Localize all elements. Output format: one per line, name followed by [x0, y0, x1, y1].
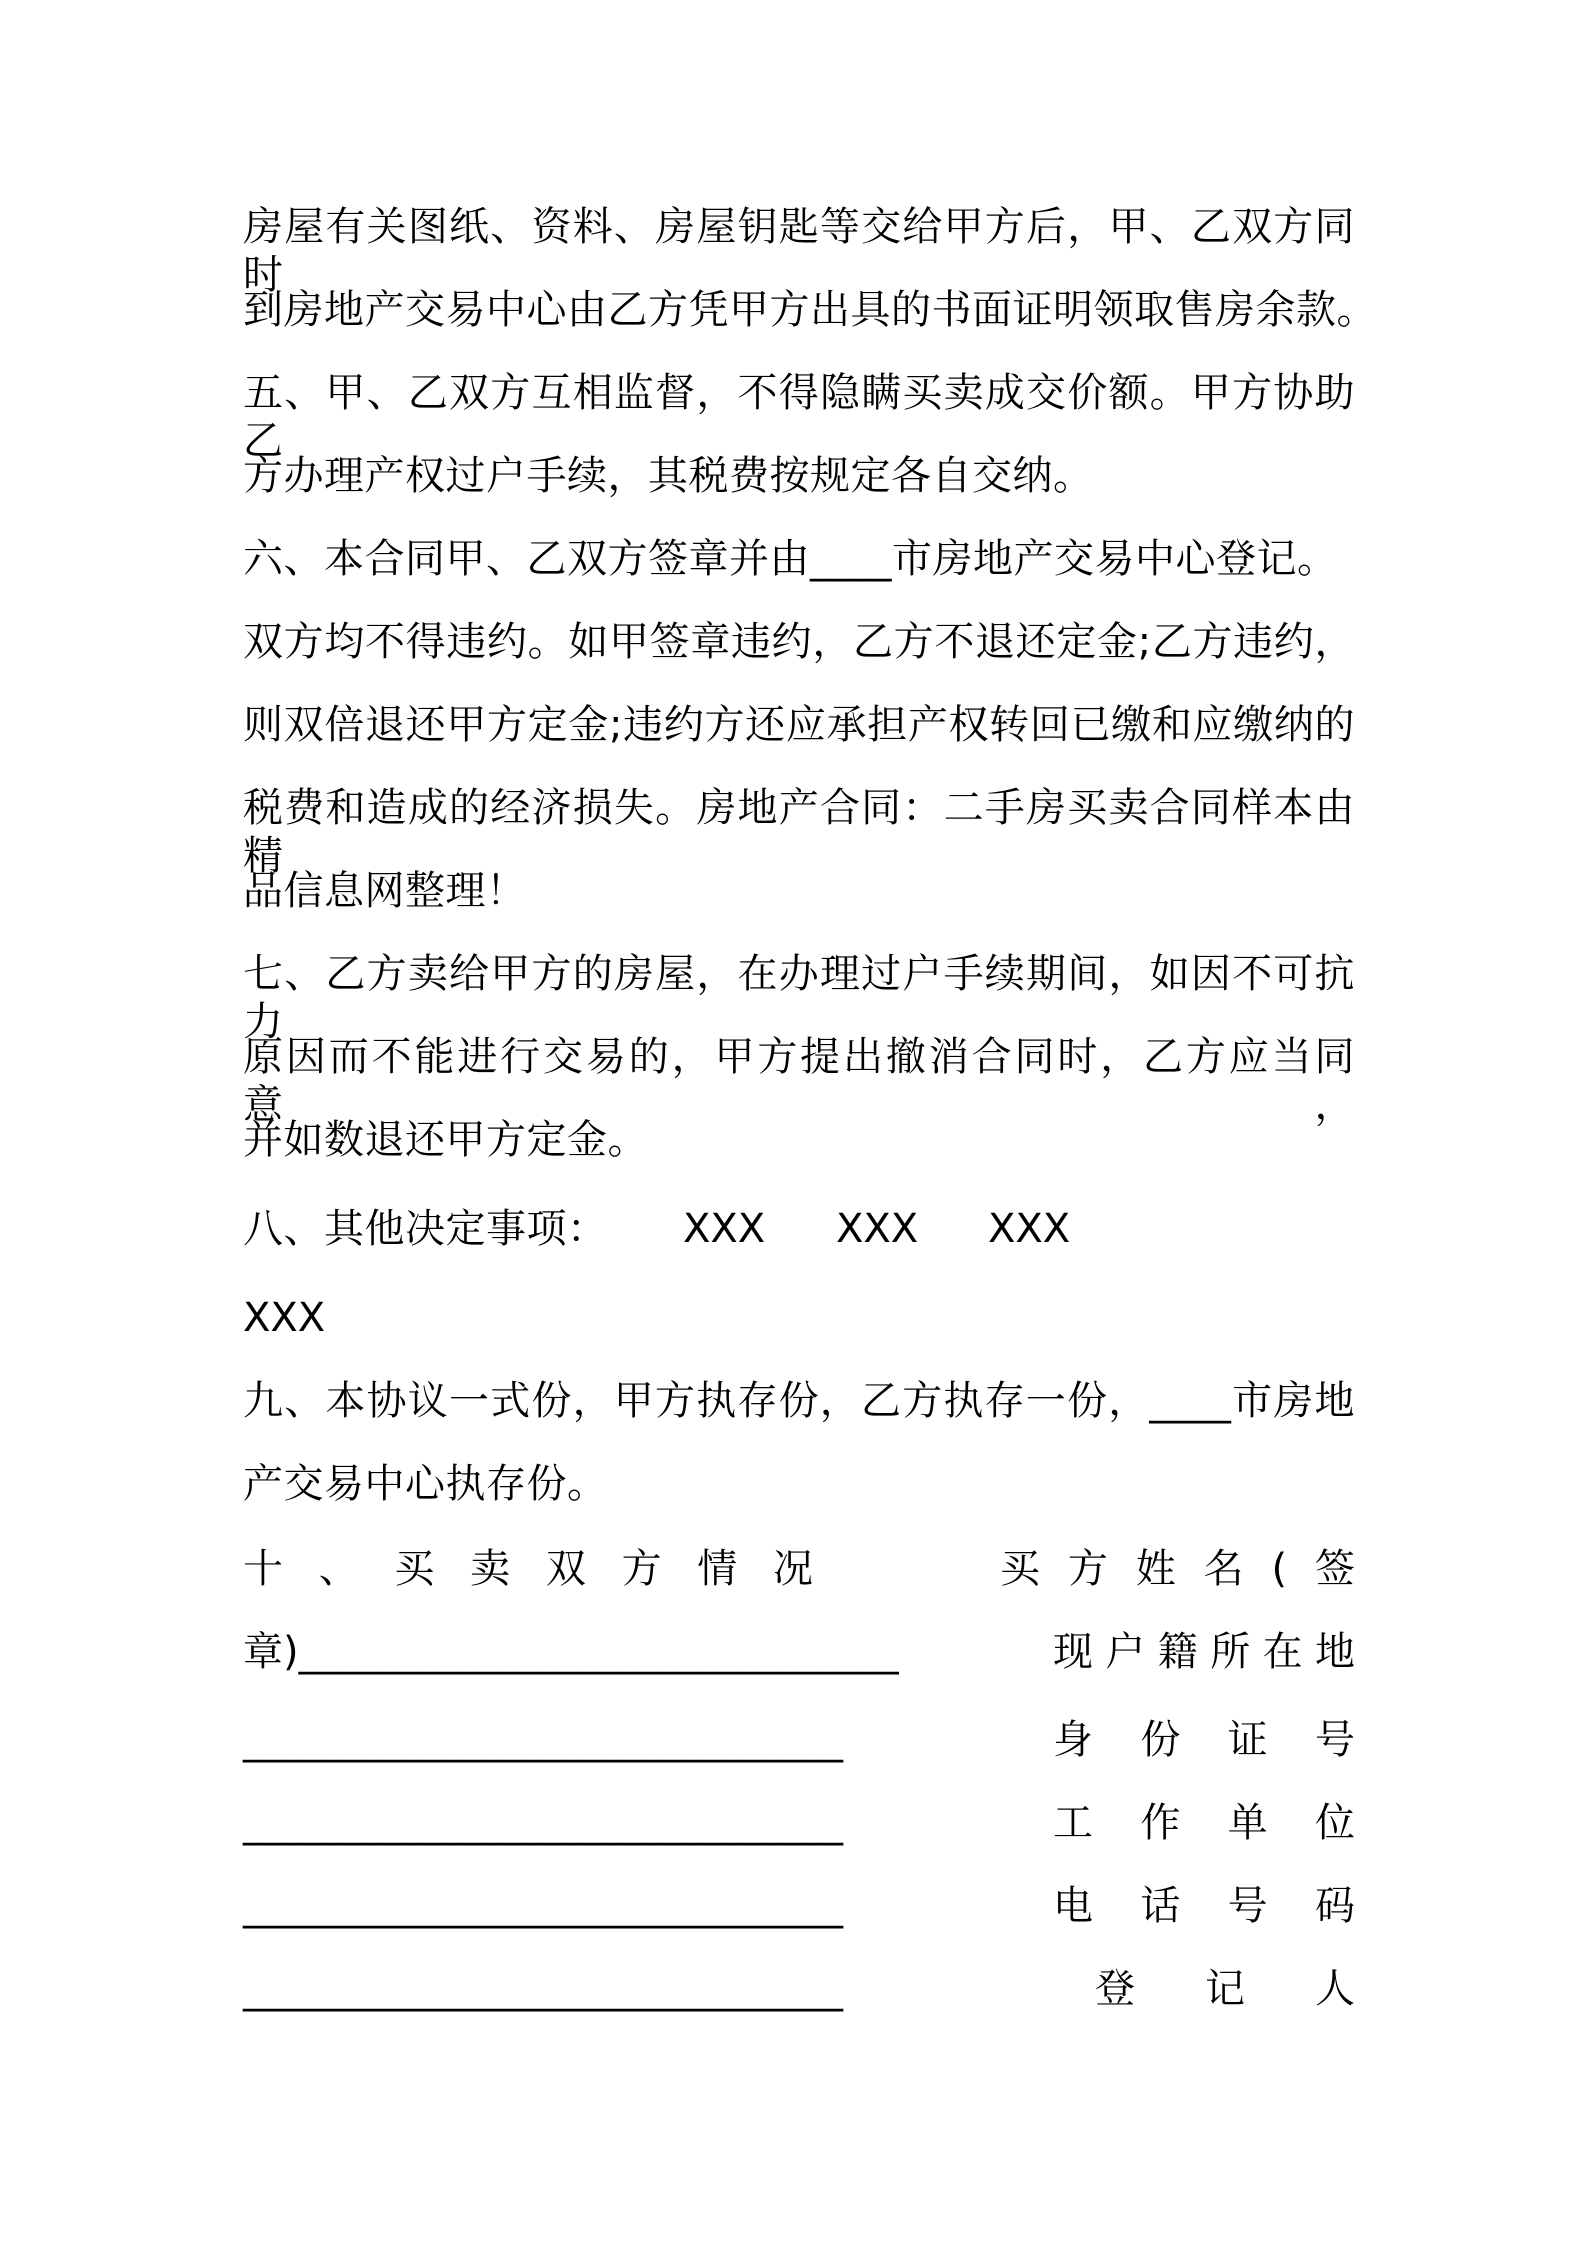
clause-7-line-2: 原因而不能进行交易的，甲方提出撤消合同时，乙方应当同意，: [243, 1034, 1355, 1128]
id-number-row: [243, 1799, 1355, 1847]
clause-5-line-2: 方办理产权过户手续，其税费按规定各自交纳。: [243, 453, 1094, 499]
phone-row: [243, 1965, 1355, 2013]
registrar-label: 登记人: [1095, 1966, 1355, 2012]
buyer-name-label: 买方姓名(签: [1000, 1546, 1355, 1592]
id-number-blank: ______________________________: [243, 1800, 843, 1846]
clause-4-line-1: 房屋有关图纸、资料、房屋钥匙等交给甲方后，甲、乙双方同时: [243, 204, 1355, 298]
household-blank: ______________________________: [243, 1717, 843, 1763]
household-row: [243, 1716, 1355, 1764]
clause-7-line-3: 并如数退还甲方定金。: [243, 1117, 648, 1163]
clause-9-line-1: 九、本协议一式份，甲方执存份，乙方执存一份，____市房地: [243, 1378, 1355, 1424]
section-10-heading-row: [243, 1545, 1355, 1593]
clause-8-label: 八、其他决定事项：: [243, 1206, 608, 1252]
buyer-name-label-cont: 章): [243, 1629, 299, 1675]
buyer-name-row: [243, 1628, 1355, 1676]
clause-7-line-1: 七、乙方卖给甲方的房屋，在办理过户手续期间，如因不可抗力: [243, 951, 1355, 1045]
buyer-name-blank: ______________________________: [298, 1629, 899, 1675]
clause-8-item-1: XXX: [683, 1206, 766, 1252]
phone-blank: ______________________________: [243, 1966, 843, 2012]
work-unit-row: [243, 1882, 1355, 1930]
clause-8-item-2: XXX: [836, 1206, 919, 1252]
clause-8-item-3: XXX: [988, 1206, 1071, 1252]
clause-4-line-2: 到房地产交易中心由乙方凭甲方出具的书面证明领取售房余款。: [243, 287, 1377, 333]
clause-6-line-5: 品信息网整理！: [243, 868, 527, 914]
clause-6-line-2: 双方均不得违约。如甲签章违约，乙方不退还定金;乙方违约，: [243, 619, 1355, 665]
section-10-heading: 十、买卖双方情况: [243, 1546, 813, 1592]
phone-label: 电话号码: [1053, 1883, 1355, 1929]
household-label: 现户籍所在地: [1053, 1629, 1355, 1675]
clause-6-line-1: 六、本合同甲、乙双方签章并由____市房地产交易中心登记。: [243, 536, 1338, 582]
work-unit-blank: ______________________________: [243, 1883, 843, 1929]
clause-9-line-2: 产交易中心执存份。: [243, 1461, 608, 1507]
buyer-name-blank-wrap: [243, 1628, 899, 1676]
clause-8-item-4: XXX: [243, 1295, 326, 1341]
id-number-label: 身份证号: [1053, 1717, 1355, 1763]
clause-5-line-1: 五、甲、乙双方互相监督，不得隐瞒买卖成交价额。甲方协助乙: [243, 370, 1355, 464]
clause-6-line-3: 则双倍退还甲方定金;违约方还应承担产权转回已缴和应缴纳的: [243, 702, 1355, 748]
work-unit-label: 工作单位: [1053, 1800, 1355, 1846]
clause-6-line-4: 税费和造成的经济损失。房地产合同：二手房买卖合同样本由精: [243, 785, 1355, 879]
